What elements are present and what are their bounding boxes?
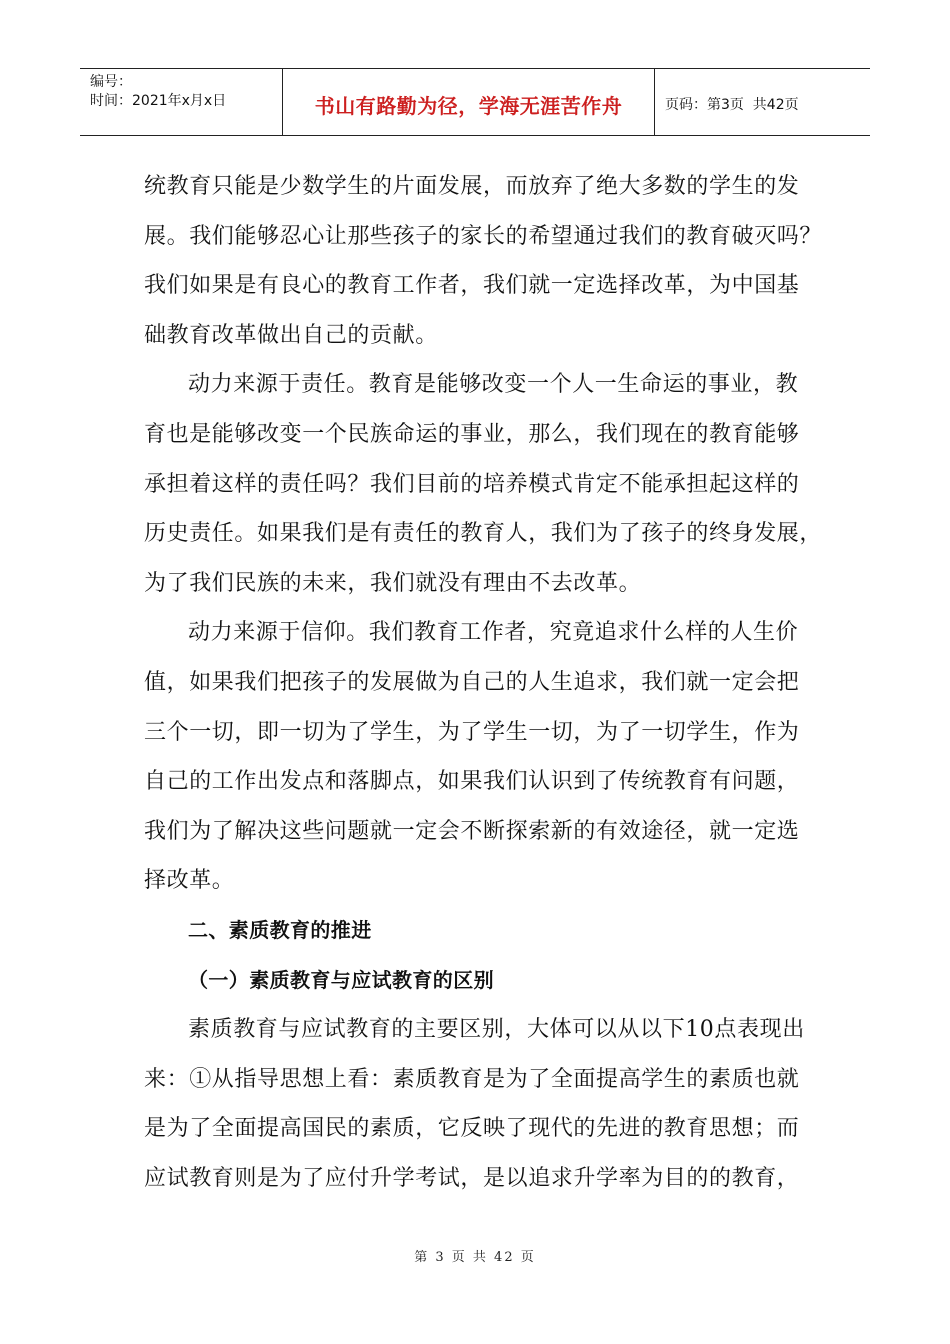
- text-line: 应试教育则是为了应付升学考试，是以追求升学率为目的的教育，: [144, 1165, 800, 1191]
- document-number-label: 编号：: [90, 74, 132, 90]
- text-line: 择改革。: [144, 868, 235, 894]
- text-line: 我们为了解决这些问题就一定会不断探索新的有效途径，就一定选: [144, 818, 800, 844]
- subsection-heading: （一）素质教育与应试教育的区别: [188, 967, 494, 992]
- header-page-info: [655, 69, 870, 135]
- text-line: 历史责任。如果我们是有责任的教育人，我们为了孩子的终身发展，: [144, 521, 823, 547]
- paragraph-differences: [144, 1005, 814, 1203]
- text-line: 动力来源于责任。教育是能够改变一个人一生命运的事业，教: [188, 372, 799, 398]
- text-line: 自己的工作出发点和落脚点，如果我们认识到了传统教育有问题，: [144, 769, 800, 795]
- text-line: 是为了全面提高国民的素质，它反映了现代的先进的教育思想；而: [144, 1116, 800, 1142]
- paragraph-belief: [144, 608, 814, 906]
- page-info-text: 页码：第3页 共42页: [665, 97, 799, 113]
- section-heading: 二、素质教育的推进: [188, 917, 372, 942]
- page-header: [80, 68, 870, 136]
- text-line: 值，如果我们把孩子的发展做为自己的人生追求，我们就一定会把: [144, 669, 800, 695]
- text-line: 统教育只能是少数学生的片面发展，而放弃了绝大多数的学生的发: [144, 174, 800, 199]
- document-body: [144, 162, 823, 1203]
- header-meta: [80, 69, 283, 135]
- text-line: 承担着这样的责任吗？我们目前的培养模式肯定不能承担起这样的: [144, 471, 800, 497]
- text-line: 展。我们能够忍心让那些孩子的家长的希望通过我们的教育破灭吗？: [144, 223, 823, 249]
- paragraph-responsibility: [144, 360, 823, 608]
- text-line: 为了我们民族的未来，我们就没有理由不去改革。: [144, 570, 642, 596]
- document-date-label: 时间：2021年x月x日: [90, 93, 227, 109]
- header-motto: 书山有路勤为径，学海无涯苦作舟: [283, 69, 655, 135]
- text-line: 育也是能够改变一个民族命运的事业，那么，我们现在的教育能够: [144, 421, 800, 447]
- text-line: 我们如果是有良心的教育工作者，我们就一定选择改革，为中国基: [144, 273, 800, 299]
- text-line: 三个一切，即一切为了学生，为了学生一切，为了一切学生，作为: [144, 719, 800, 745]
- text-line: 来：①从指导思想上看：素质教育是为了全面提高学生的素质也就: [144, 1066, 800, 1092]
- paragraph-continuation: [144, 162, 823, 360]
- text-line: 素质教育与应试教育的主要区别，大体可以从以下10点表现出: [188, 1017, 805, 1043]
- page-footer: 第 3 页 共 42 页: [414, 1250, 536, 1265]
- text-line: 础教育改革做出自己的贡献。: [144, 322, 438, 348]
- text-line: 动力来源于信仰。我们教育工作者，究竟追求什么样的人生价: [188, 620, 799, 646]
